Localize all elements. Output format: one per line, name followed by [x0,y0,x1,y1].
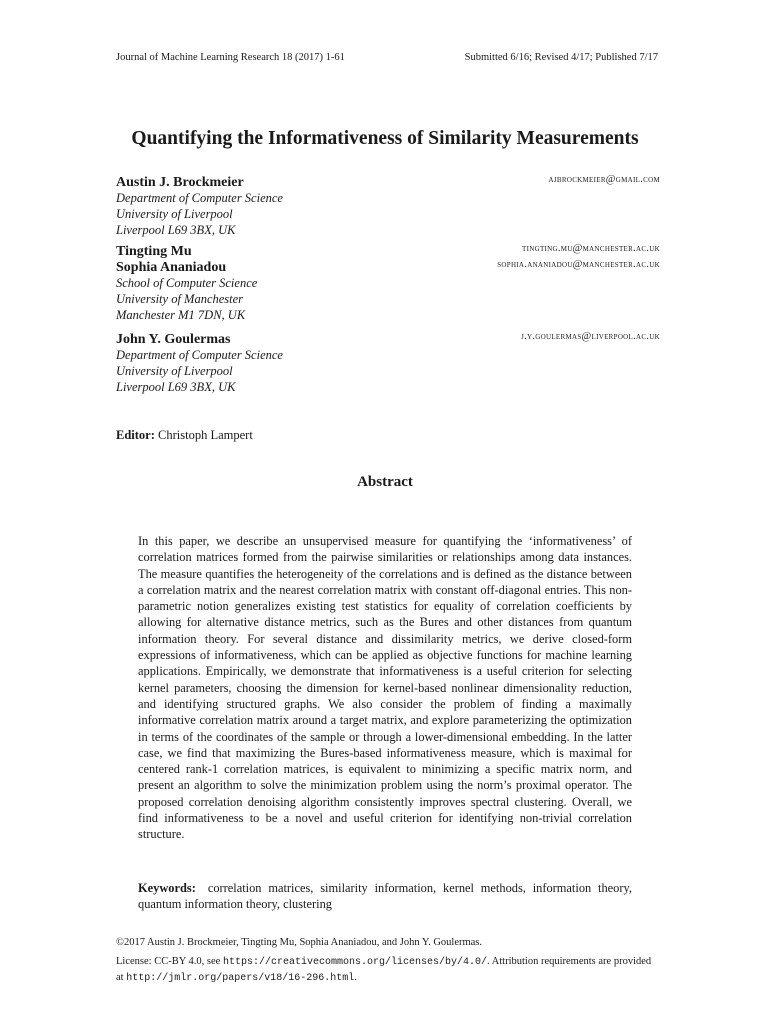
author-email[interactable]: j.y.goulermas@liverpool.ac.uk [521,331,660,342]
submission-dates: Submitted 6/16; Revised 4/17; Published 7/17 [464,52,658,63]
author-name: Tingting Mu [116,244,192,259]
license-url-link[interactable]: https://creativecommons.org/licenses/by/4.0/ [222,957,487,968]
author-affiliation [116,348,660,395]
abstract-heading: Abstract [357,474,413,490]
author-email[interactable]: tingting.mu@manchester.ac.uk [522,243,660,254]
paper-url-link[interactable]: http://jmlr.org/papers/v18/16-296.html [126,972,355,984]
keywords-text: correlation matrices, similarity information, kernel methods, information theory, quantum information theory, clustering [138,881,632,912]
journal-header: Journal of Machine Learning Research 18 (2017) 1-61 [116,52,345,63]
license-middle: . Attribution requirements are provided at [116,956,652,983]
affiliation-line: Department of Computer Science [116,348,283,362]
author-line [116,242,660,258]
author-group-3 [116,330,660,395]
affiliation-line: School of Computer Science [116,276,258,290]
author-email[interactable]: sophia.ananiadou@manchester.ac.uk [497,259,660,270]
editor-line [116,428,253,443]
license-suffix: . [354,971,357,983]
author-group-1 [116,173,660,238]
editor-label: Editor: [116,428,155,442]
abstract-text: In this paper, we describe an unsupervised measure for quantifying the ‘informativeness’ of correlation matrices formed from the pairwise similarities or relationships among data instances. The measure quantifies the heterogeneity of the correlations and is defined as the distance between a correlation matrix and the nearest correlation matrix with constant off-diagonal entries. This non-parametric notion generalizes existing test statistics for equality of correlation coefficients by allowing for alternative distance metrics, such as the Bures and other distances from quantum information theory. For several distance and dissimilarity metrics, we derive closed-form expressions of informativeness, which can be applied as objective functions for machine learning applications. Empirically, we demonstrate that informativeness is a useful criterion for selecting kernel parameters, choosing the dimension for kernel-based nonlinear dimensionality reduction, and identifying structured graphs. We also consider the problem of finding a maximally informative correlation matrix around a target matrix, and explore parameterizing the optimization in terms of the coordinates of the sample or through a lower-dimensional embedding. In the latter case, we find that maximizing the Bures-based informativeness measure, which is maximal for centered rank-1 correlation matrices, is equivalent to minimizing a specific matrix norm, and present an algorithm to solve the minimization problem using the norm’s proximal operator. The proposed correlation denoising algorithm consistently improves spectral clustering. Overall, we find informativeness to be a novel and useful criterion for identifying non-trivial correlation structure. [138,534,632,842]
author-name: Sophia Ananiadou [116,260,227,275]
affiliation-line: Liverpool L69 3BX, UK [116,379,236,394]
author-line [116,258,660,274]
affiliation-line: University of Liverpool [116,363,233,378]
affiliation-line: University of Liverpool [116,206,233,221]
author-line [116,173,660,189]
editor-name: Christoph Lampert [158,428,253,442]
author-name: Austin J. Brockmeier [116,175,244,190]
author-name: John Y. Goulermas [116,332,231,347]
license-notice [116,955,660,986]
keywords [138,880,632,913]
copyright-notice: ©2017 Austin J. Brockmeier, Tingting Mu, Sophia Ananiadou, and John Y. Goulermas. [116,937,483,948]
license-prefix: License: CC-BY 4.0, see [116,956,223,967]
keywords-label: Keywords: [138,881,196,895]
paper-title: Quantifying the Informativeness of Similarity Measurements [131,128,639,149]
author-email[interactable]: ajbrockmeier@gmail.com [548,174,660,185]
affiliation-line: University of Manchester [116,291,244,306]
author-affiliation [116,191,660,238]
affiliation-line: Liverpool L69 3BX, UK [116,222,236,237]
author-line [116,330,660,346]
affiliation-line: Manchester M1 7DN, UK [116,307,246,322]
affiliation-line: Department of Computer Science [116,191,283,205]
author-group-2 [116,242,660,323]
author-affiliation [116,276,660,323]
